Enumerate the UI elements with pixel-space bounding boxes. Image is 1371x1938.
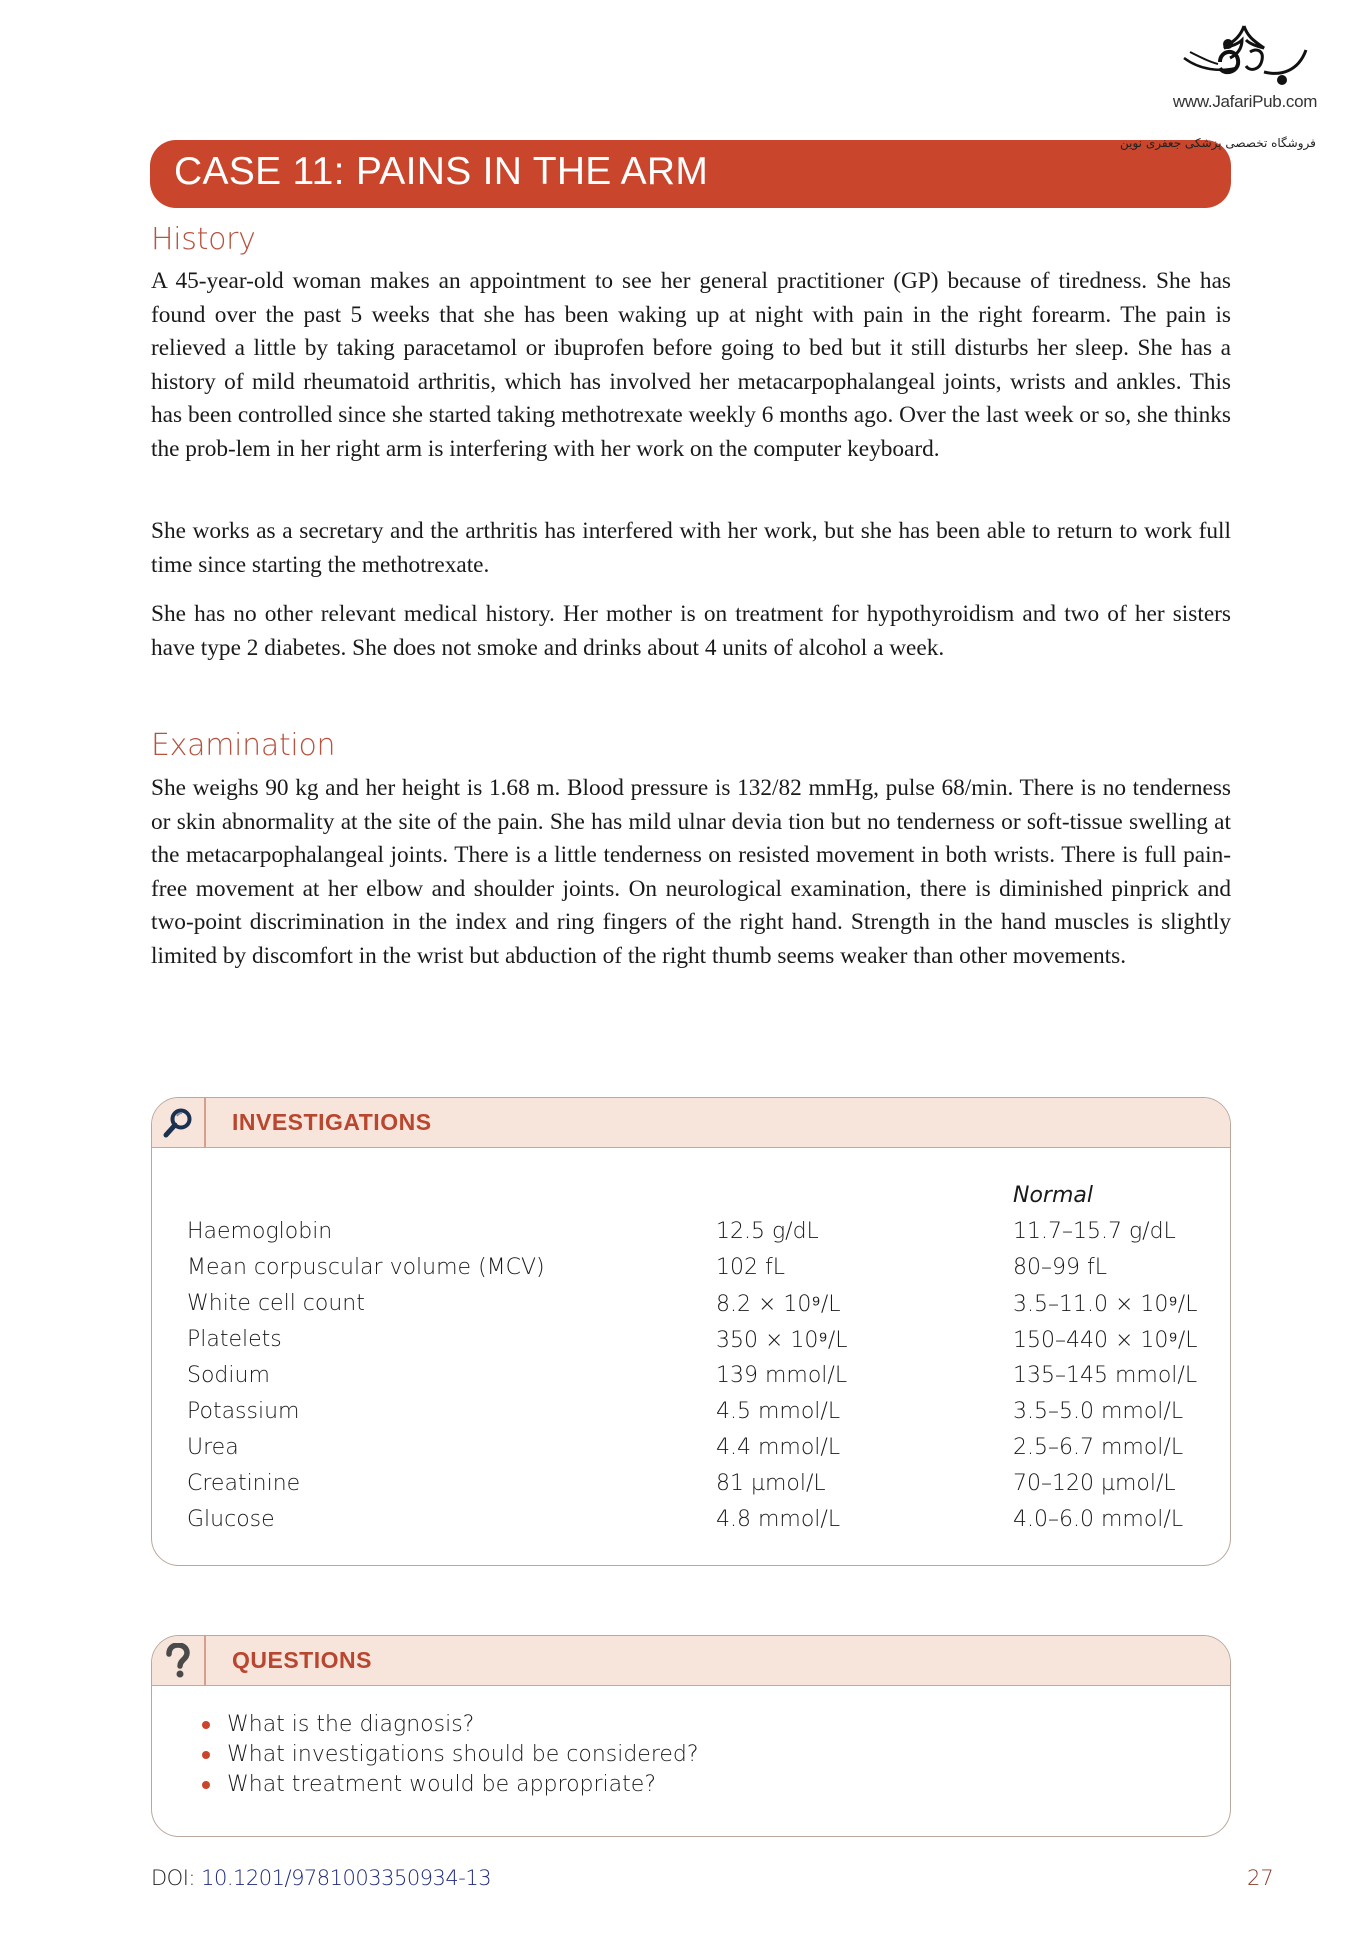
questions-title: QUESTIONS bbox=[232, 1647, 372, 1673]
investigations-title: INVESTIGATIONS bbox=[232, 1109, 432, 1135]
questions-box bbox=[151, 1635, 1231, 1837]
calligraphy-logo-icon bbox=[1180, 22, 1310, 90]
normal-range: 135–145 mmol/L bbox=[1013, 1363, 1198, 1388]
case-title: CASE 11: PAINS IN THE ARM bbox=[174, 150, 709, 193]
publisher-logo bbox=[1120, 22, 1340, 150]
normal-range: 3.5–5.0 mmol/L bbox=[1013, 1399, 1184, 1424]
test-name: Haemoglobin bbox=[187, 1219, 333, 1244]
table-header-row bbox=[187, 1183, 1207, 1219]
normal-range: 3.5–11.0 × 10⁹/L bbox=[1013, 1292, 1198, 1317]
normal-column-header: Normal bbox=[1013, 1183, 1093, 1208]
doi-link[interactable]: 10.1201/9781003350934-13 bbox=[201, 1866, 492, 1890]
magnifier-icon bbox=[160, 1105, 196, 1141]
question-text: What is the diagnosis? bbox=[227, 1712, 475, 1737]
test-value: 139 mmol/L bbox=[716, 1363, 848, 1388]
test-name: Mean corpuscular volume (MCV) bbox=[187, 1255, 545, 1280]
examination-heading: Examination bbox=[151, 728, 336, 763]
normal-range: 80–99 fL bbox=[1013, 1255, 1107, 1280]
history-paragraph-2: She works as a secretary and the arthritis has interfered with her work, but she has been able to return to work full time since starting the methotrexate. bbox=[151, 518, 1231, 578]
question-item bbox=[202, 1710, 699, 1740]
normal-range: 2.5–6.7 mmol/L bbox=[1013, 1435, 1184, 1460]
test-name: Sodium bbox=[187, 1363, 270, 1388]
questions-header bbox=[152, 1636, 1230, 1686]
bullet-icon bbox=[202, 1751, 210, 1759]
test-value: 81 µmol/L bbox=[716, 1471, 826, 1496]
question-item bbox=[202, 1770, 699, 1800]
normal-range: 150–440 × 10⁹/L bbox=[1013, 1328, 1198, 1353]
test-value: 102 fL bbox=[716, 1255, 785, 1280]
publisher-url[interactable]: www.JafariPub.com bbox=[1172, 92, 1318, 111]
normal-range: 70–120 µmol/L bbox=[1013, 1471, 1176, 1496]
table-row bbox=[187, 1507, 1207, 1543]
test-name: Glucose bbox=[187, 1507, 275, 1532]
bullet-icon bbox=[202, 1721, 210, 1729]
test-name: Creatinine bbox=[187, 1471, 301, 1496]
question-text: What investigations should be considered? bbox=[227, 1742, 699, 1767]
test-name: Platelets bbox=[187, 1327, 282, 1352]
test-value: 4.4 mmol/L bbox=[716, 1435, 841, 1460]
table-row bbox=[187, 1327, 1207, 1363]
test-value: 12.5 g/dL bbox=[716, 1219, 819, 1244]
question-item bbox=[202, 1740, 699, 1770]
investigations-table bbox=[187, 1183, 1207, 1543]
investigations-icon-cell bbox=[152, 1098, 206, 1147]
questions-icon-cell bbox=[152, 1636, 206, 1685]
page-number: 27 bbox=[1247, 1866, 1274, 1890]
question-mark-icon bbox=[163, 1643, 193, 1679]
table-row bbox=[187, 1471, 1207, 1507]
history-paragraph-1: A 45-year-old woman makes an appointment to see her general practitioner (GP) because of tiredness. She has found over the past 5 weeks that she has been waking up at night with pain in the right forearm. The pain is relieved a little by taking paracetamol or ibuprofen before going to bed but it still disturbs her sleep. She has a history of mild rheumatoid arthritis, which has involved her metacarpophalangeal joints, wrists and ankles. This has been controlled since she started taking methotrexate weekly 6 months ago. Over the last week or so, she thinks the prob-lem in her right arm is interfering with her work on the computer keyboard. bbox=[151, 268, 1231, 462]
table-row bbox=[187, 1435, 1207, 1471]
normal-range: 4.0–6.0 mmol/L bbox=[1013, 1507, 1184, 1532]
table-row bbox=[187, 1399, 1207, 1435]
table-row bbox=[187, 1363, 1207, 1399]
test-value: 350 × 10⁹/L bbox=[716, 1328, 848, 1353]
question-text: What treatment would be appropriate? bbox=[227, 1772, 656, 1797]
test-name: Potassium bbox=[187, 1399, 300, 1424]
test-name: White cell count bbox=[187, 1291, 365, 1316]
table-row bbox=[187, 1219, 1207, 1255]
test-value: 8.2 × 10⁹/L bbox=[716, 1292, 841, 1317]
case-title-bar bbox=[150, 140, 1231, 208]
examination-paragraph: She weighs 90 kg and her height is 1.68 m. Blood pressure is 132/82 mmHg, pulse 68/min. There is no tenderness or skin abnormality at the site of the pain. She has mild ulnar devia tion but no tenderness or soft-tissue swelling at the metacarpophalangeal joints. There is a little tenderness on resisted movement in both wrists. There is full pain-free movement at her elbow and shoulder joints. On neurological examination, there is diminished pinprick and two-point discrimination in the index and ring fingers of the right hand. Strength in the hand muscles is slightly limited by discomfort in the wrist but abduction of the right thumb seems weaker than other movements. bbox=[151, 775, 1231, 969]
normal-range: 11.7–15.7 g/dL bbox=[1013, 1219, 1176, 1244]
investigations-box bbox=[151, 1097, 1231, 1566]
table-row bbox=[187, 1291, 1207, 1327]
test-value: 4.8 mmol/L bbox=[716, 1507, 841, 1532]
test-value: 4.5 mmol/L bbox=[716, 1399, 841, 1424]
investigations-header bbox=[152, 1098, 1230, 1148]
history-paragraph-3: She has no other relevant medical history. Her mother is on treatment for hypothyroidism and two of her sisters have type 2 diabetes. She does not smoke and drinks about 4 units of alcohol a week. bbox=[151, 601, 1231, 661]
doi-label: DOI: bbox=[151, 1866, 195, 1890]
test-name: Urea bbox=[187, 1435, 239, 1460]
doi-footer bbox=[151, 1866, 491, 1890]
history-heading: History bbox=[151, 222, 256, 257]
questions-list bbox=[202, 1710, 699, 1800]
table-row bbox=[187, 1255, 1207, 1291]
publisher-tagline: فروشگاه تخصصی پزشکی جعفری نوین bbox=[1120, 136, 1316, 150]
bullet-icon bbox=[202, 1781, 210, 1789]
